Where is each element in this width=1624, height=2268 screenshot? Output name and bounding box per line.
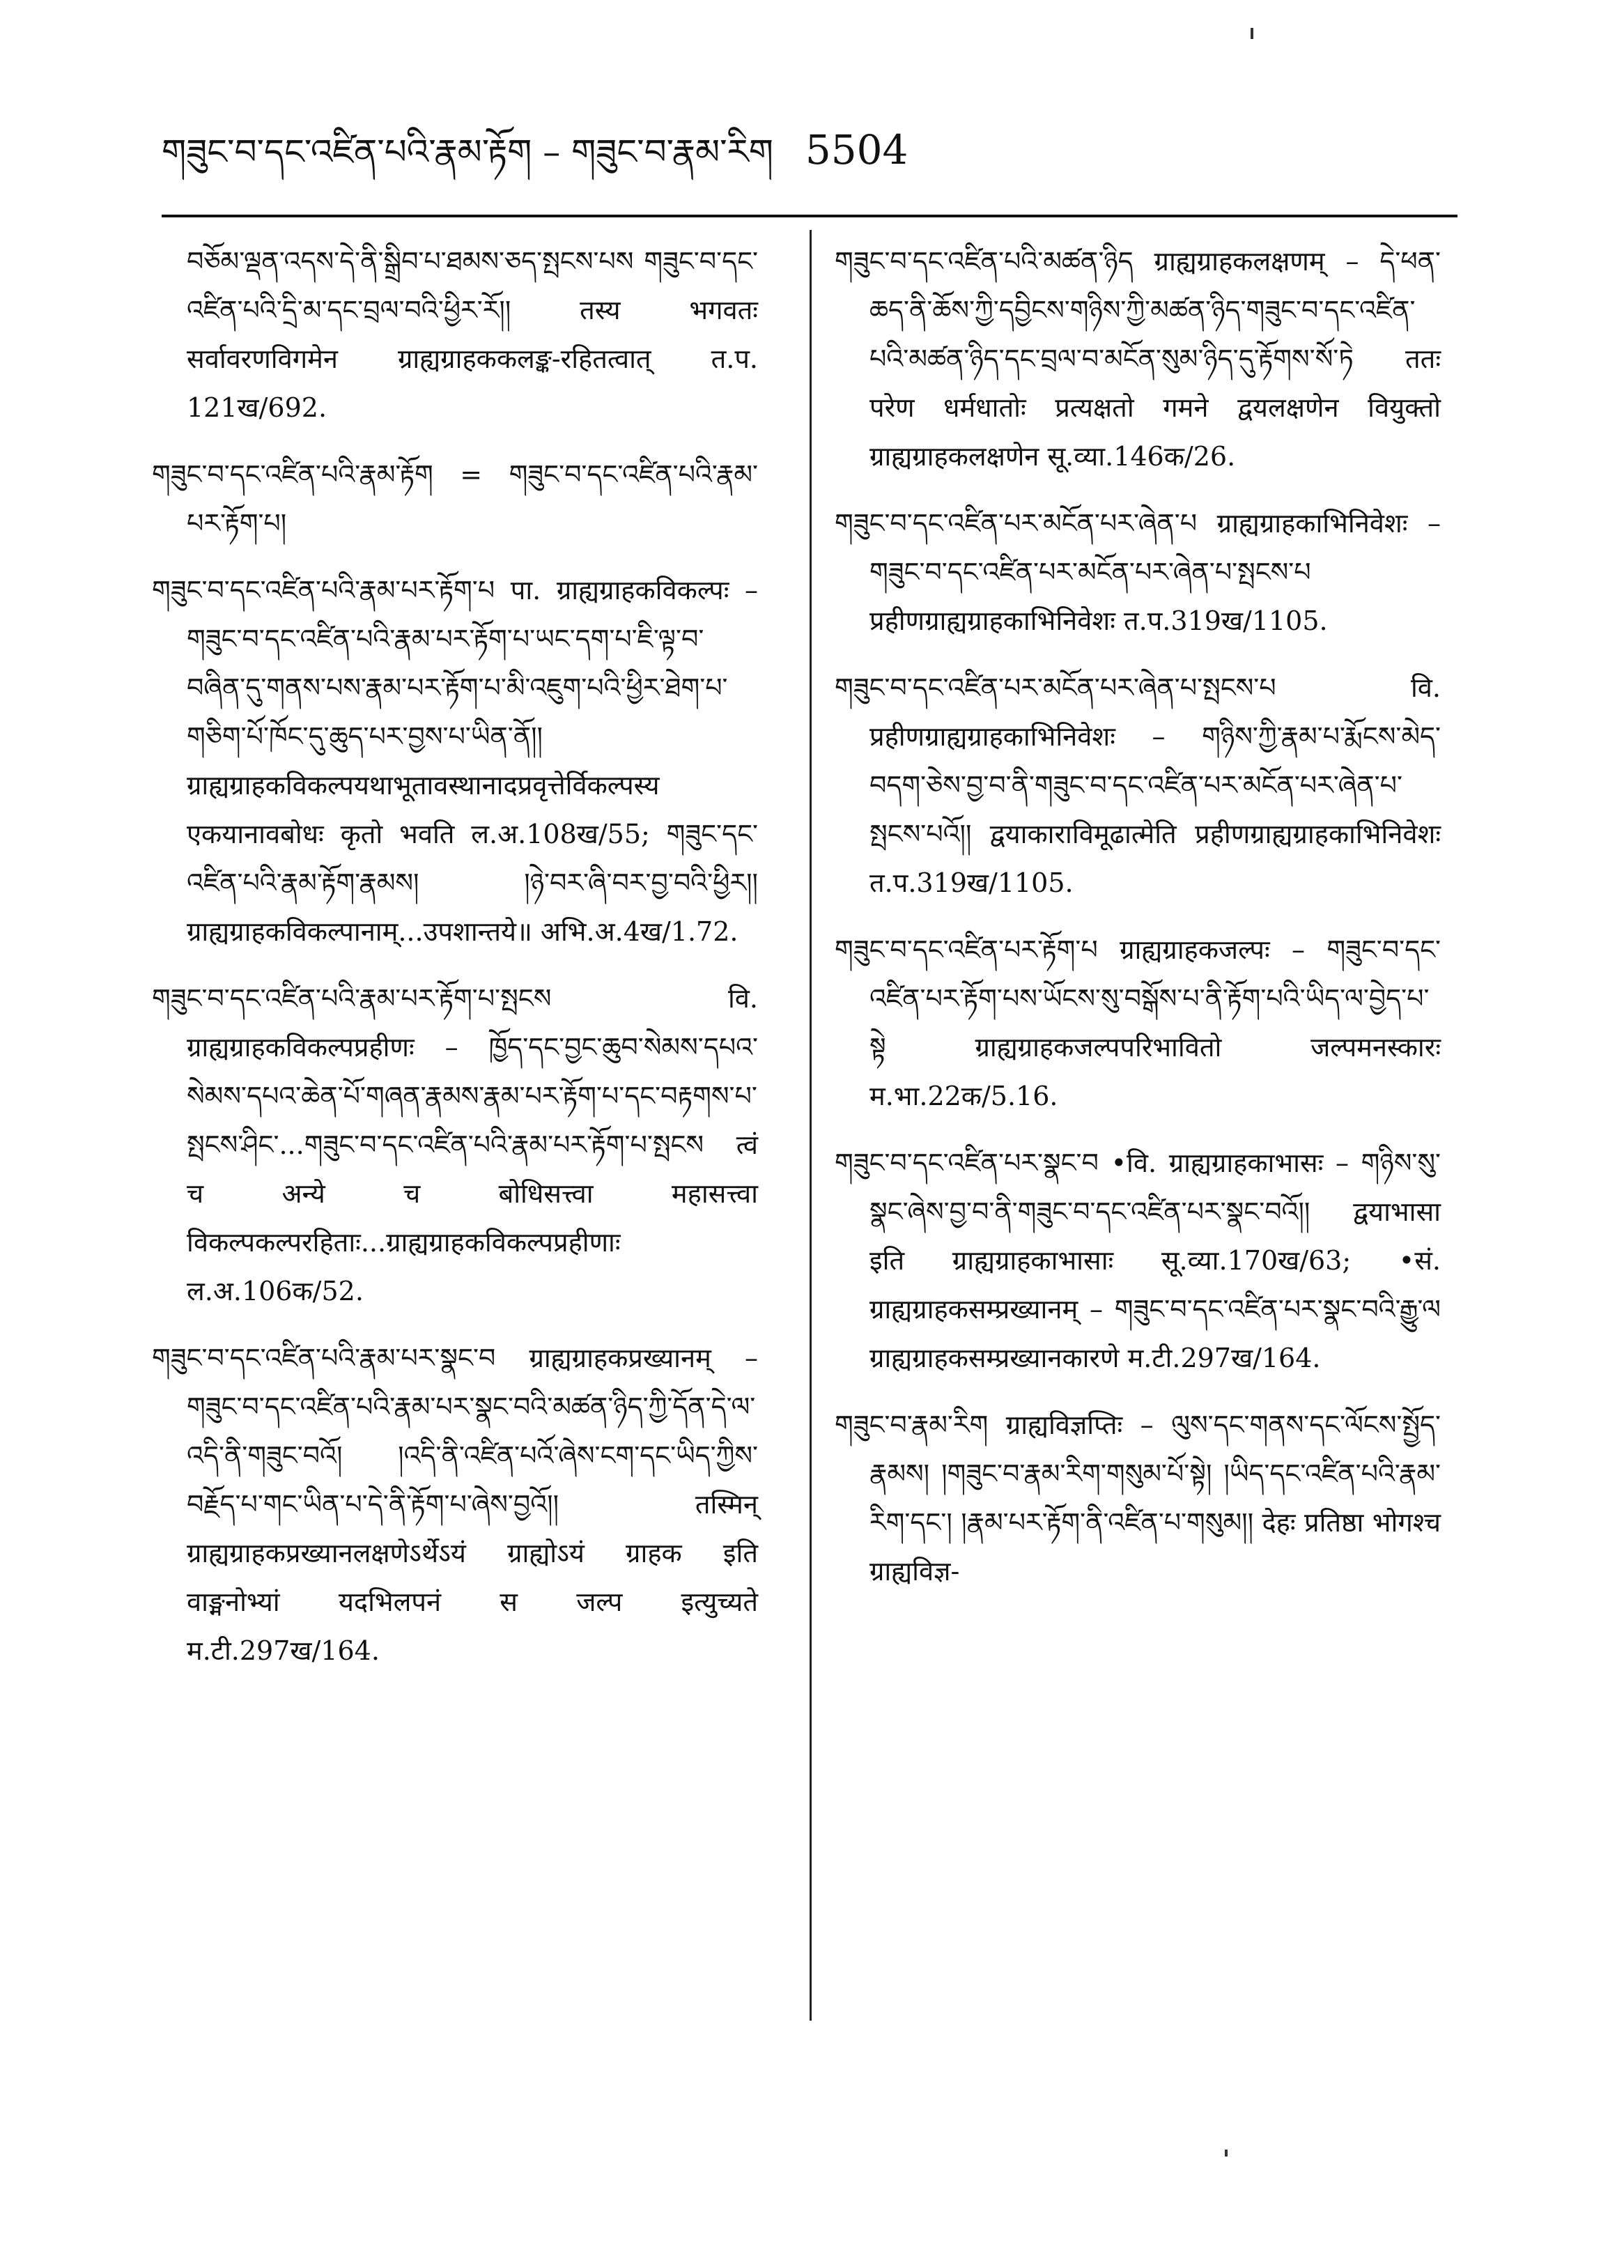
header-rule <box>162 215 1457 217</box>
left-column <box>152 237 758 1693</box>
dictionary-entry: གཟུང་བ་རྣམ་རིག ग्राह्यविज्ञप्तिः – ལུས་དང་གནས་དང་ལོངས་སྤྱོད་རྣམས། །གཟུང་བ་རྣམ་རིག་གསུམ་པོ་སྟེ། །ཡིད་དང་འཛིན་པའི་རྣམ་རིག་དང་། །རྣམ་པར་རྟོག་ནི་འཛིན་པ་གསུམ།། देहः प्रतिष्ठा भोगश्च ग्राह्यविज्ञ- <box>835 1410 1441 1587</box>
running-header <box>162 111 1457 188</box>
running-title: གཟུང་བ་དང་འཛིན་པའི་རྣམ་རྟོག – གཟུང་བ་རྣམ་རིག <box>162 132 773 172</box>
dictionary-entry: གཟུང་བ་དང་འཛིན་པའི་མཚན་ཉིད ग्राह्यग्राहकलक्षणम् – དེ་ཕན་ཆད་ནི་ཆོས་ཀྱི་དབྱིངས་གཉིས་ཀྱི་མཚན་ཉིད་གཟུང་བ་དང་འཛིན་པའི་མཚན་ཉིད་དང་བྲལ་བ་མངོན་སུམ་ཉིད་དུ་རྟོགས་སོ་ཏེ ततः परेण धर्मधातोः प्रत्यक्षतो गमने द्वयलक्षणेन वियुक्तो ग्राह्यग्राहकलक्षणेन सू.व्या.146क/26. <box>835 246 1441 472</box>
right-column <box>835 237 1441 1614</box>
column-divider <box>810 230 812 2021</box>
dictionary-entry: གཟུང་བ་དང་འཛིན་པར་མངོན་པར་ཞེན་པ་སྤངས་པ वि. प्रहीणग्राह्यग्राहकाभिनिवेशः – གཉིས་ཀྱི་རྣམ་པ་རྨོངས་མེད་བདག་ཅེས་བྱ་བ་ནི་གཟུང་བ་དང་འཛིན་པར་མངོན་པར་ཞེན་པ་སྤངས་པའོ།། द्वयाकाराविमूढात्मेति प्रहीणग्राह्यग्राहकाभिनिवेशः त.प.319ख/1105. <box>835 672 1441 898</box>
dictionary-entry: གཟུང་བ་དང་འཛིན་པའི་རྣམ་རྟོག = གཟུང་བ་དང་འཛིན་པའི་རྣམ་པར་རྟོག་པ། <box>152 459 758 539</box>
dictionary-entry: གཟུང་བ་དང་འཛིན་པའི་རྣམ་པར་རྟོག་པ पा. ग्राह्यग्राहकविकल्पः – གཟུང་བ་དང་འཛིན་པའི་རྣམ་པར་རྟོག་པ་ཡང་དག་པ་ཇི་ལྟ་བ་བཞིན་དུ་གནས་པས་རྣམ་པར་རྟོག་པ་མི་འཇུག་པའི་ཕྱིར་ཐེག་པ་གཅིག་པོ་ཁོང་དུ་ཆུད་པར་བྱས་པ་ཡིན་ནོ།། ग्राह्यग्राहकविकल्पयथाभूतावस्थानादप्रवृत्तेर्विकल्पस्य एकयानावबोधः कृतो भवति ल.अ.108ख/55; གཟུང་དང་འཛིན་པའི་རྣམ་རྟོག་རྣམས། །ཉེ་བར་ཞི་བར་བྱ་བའི་ཕྱིར།། ग्राह्यग्राहकविकल्पानाम्...उपशान्तये॥ अभि.अ.4ख/1.72. <box>152 575 758 947</box>
page-number: 5504 <box>805 126 908 173</box>
scan-speck <box>1251 28 1253 39</box>
scan-speck <box>1225 2150 1228 2157</box>
dictionary-entry: གཟུང་བ་དང་འཛིན་པར་སྣང་བ •वि. ग्राह्यग्राहकाभासः – གཉིས་སུ་སྣང་ཞེས་བྱ་བ་ནི་གཟུང་བ་དང་འཛིན་པར་སྣང་བའོ།། द्वयाभासा इति ग्राह्यग्राहकाभासाः सू.व्या.170ख/63; •सं. ग्राह्यग्राहकसम्प्रख्यानम् – གཟུང་བ་དང་འཛིན་པར་སྣང་བའི་རྒྱུ་ལ ग्राह्यग्राहकसम्प्रख्यानकारणे म.टी.297ख/164. <box>835 1148 1441 1373</box>
dictionary-entry: གཟུང་བ་དང་འཛིན་པར་རྟོག་པ ग्राह्यग्राहकजल्पः – གཟུང་བ་དང་འཛིན་པར་རྟོག་པས་ཡོངས་སུ་བསྒོས་པ་ནི་རྟོག་པའི་ཡིད་ལ་བྱེད་པ་སྟེ ग्राह्यग्राहकजल्पपरिभावितो जल्पमनस्कारः म.भा.22क/5.16. <box>835 934 1441 1111</box>
dictionary-entry: བཅོམ་ལྡན་འདས་དེ་ནི་སྒྲིབ་པ་ཐམས་ཅད་སྤངས་པས གཟུང་བ་དང་འཛིན་པའི་དྲི་མ་དང་བྲལ་བའི་ཕྱིར་རོ།། तस्य भगवतः सर्वावरणविगमेन ग्राह्यग्राहककलङ्क-रहितत्वात् त.प. 121ख/692. <box>187 246 758 423</box>
dictionary-entry: གཟུང་བ་དང་འཛིན་པའི་རྣམ་པར་སྣང་བ ग्राह्यग्राहकप्रख्यानम् – གཟུང་བ་དང་འཛིན་པའི་རྣམ་པར་སྣང་བའི་མཚན་ཉིད་ཀྱི་དོན་དེ་ལ་འདི་ནི་གཟུང་བའོ། །འདི་ནི་འཛིན་པའོ་ཞེས་ངག་དང་ཡིད་ཀྱིས་བརྗོད་པ་གང་ཡིན་པ་དེ་ནི་རྟོག་པ་ཞེས་བྱའོ།། तस्मिन् ग्राह्यग्राहकप्रख्यानलक्षणेऽर्थेऽयं ग्राह्योऽयं ग्राहक इति वाङ्मनोभ्यां यदभिलपनं स जल्प इत्युच्यते म.टी.297ख/164. <box>152 1343 758 1666</box>
dictionary-entry: གཟུང་བ་དང་འཛིན་པར་མངོན་པར་ཞེན་པ ग्राह्यग्राहकाभिनिवेशः – གཟུང་བ་དང་འཛིན་པར་མངོན་པར་ཞེན་པ་སྤངས་པ प्रहीणग्राह्यग्राहकाभिनिवेशः त.प.319ख/1105. <box>835 508 1441 636</box>
dictionary-entry: གཟུང་བ་དང་འཛིན་པའི་རྣམ་པར་རྟོག་པ་སྤངས वि. ग्राह्यग्राहकविकल्पप्रहीणः – ཁྱོད་དང་བྱང་ཆུབ་སེམས་དཔའ་སེམས་དཔའ་ཆེན་པོ་གཞན་རྣམས་རྣམ་པར་རྟོག་པ་དང་བརྟགས་པ་སྤངས་ཤིང་...གཟུང་བ་དང་འཛིན་པའི་རྣམ་པར་རྟོག་པ་སྤངས त्वं च अन्ये च बोधिसत्त्वा महासत्त्वा विकल्पकल्परहिताः...ग्राह्यग्राहकविकल्पप्रहीणाः ल.अ.106क/52. <box>152 983 758 1306</box>
